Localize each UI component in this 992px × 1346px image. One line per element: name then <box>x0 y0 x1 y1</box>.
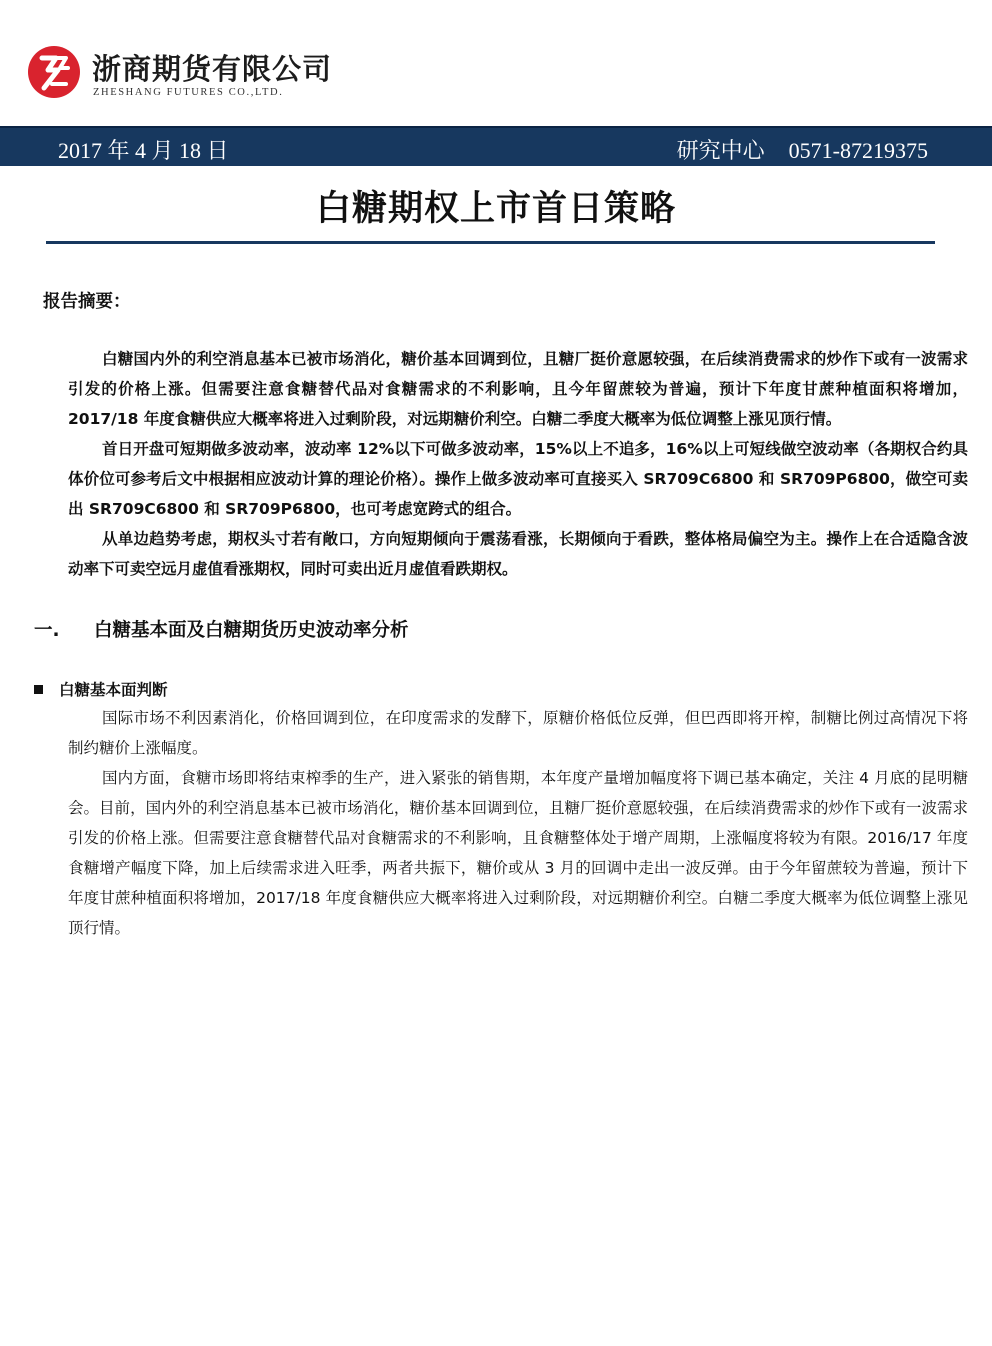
subsection-title: 白糖基本面判断 <box>59 681 168 699</box>
department-label: 研究中心 <box>676 138 765 163</box>
contact-info <box>677 134 928 165</box>
body-paragraph: 国内方面，食糖市场即将结束榨季的生产，进入紧张的销售期，本年度产量增加幅度将下调已基本确定，关注 4 月底的昆明糖会。目前，国内外的利空消息基本已被市场消化，糖价基本回调到位，且糖厂挺价意愿较强，在后续消费需求的炒作下或有一波需求引发的价格上涨。但需要注意食糖替代品对食糖需求的不利影响，且食糖整体处于增产周期，上涨幅度将较为有限。2016/17 年度食糖增产幅度下降，加上后续需求进入旺季，两者共振下，糖价或从 3 月的回调中走出一波反弹。由于今年留蔗较为普遍，预计下年度甘蔗种植面积将增加，2017/18 年度食糖供应大概率将进入过剩阶段，对远期糖价利空。白糖二季度大概率为低位调整上涨见顶行情。 <box>68 769 968 937</box>
section-number: 一. <box>34 620 60 641</box>
phone-number: 0571-87219375 <box>788 138 928 163</box>
brand-name-cn: 浙商期货有限公司 <box>92 52 333 86</box>
title-divider <box>46 241 935 244</box>
header-banner <box>0 126 992 166</box>
page-title: 白糖期权上市首日策略 <box>315 189 676 229</box>
subsection-heading <box>34 678 168 700</box>
abstract-heading: 报告摘要： <box>43 292 131 312</box>
abstract-paragraph: 首日开盘可短期做多波动率，波动率 12%以下可做多波动率，15%以上不追多，16%以上可短线做空波动率（各期权合约具体价位可参考后文中根据相应波动计算的理论价格）。操作上做多波动率可直接买入 SR709C6800 和 SR709P6800，做空可卖出 SR709C6800 和 SR709P6800，也可考虑宽跨式的组合。 <box>68 440 968 518</box>
abstract-paragraph: 从单边趋势考虑，期权头寸若有敞口，方向短期倾向于震荡看涨，长期倾向于看跌，整体格局偏空为主。操作上在合适隐含波动率下可卖空远月虚值看涨期权，同时可卖出近月虚值看跌期权。 <box>68 530 968 578</box>
square-bullet-icon <box>34 685 43 694</box>
body-paragraph: 国际市场不利因素消化，价格回调到位，在印度需求的发酵下，原糖价格低位反弹，但巴西即将开榨，制糖比例过高情况下将制约糖价上涨幅度。 <box>68 709 968 757</box>
brand-name-en: ZHESHANG FUTURES CO.,LTD. <box>93 87 284 98</box>
section-heading <box>34 616 409 642</box>
report-date: 2017 年 4 月 18 日 <box>58 138 229 163</box>
zheshang-futures-logo-icon <box>26 44 82 100</box>
section-title: 白糖基本面及白糖期货历史波动率分析 <box>94 620 409 641</box>
abstract-paragraph: 白糖国内外的利空消息基本已被市场消化，糖价基本回调到位，且糖厂挺价意愿较强，在后续消费需求的炒作下或有一波需求引发的价格上涨。但需要注意食糖替代品对食糖需求的不利影响，且今年留蔗较为普遍，预计下年度甘蔗种植面积将增加，2017/18 年度食糖供应大概率将进入过剩阶段，对远期糖价利空。白糖二季度大概率为低位调整上涨见顶行情。 <box>68 350 968 428</box>
